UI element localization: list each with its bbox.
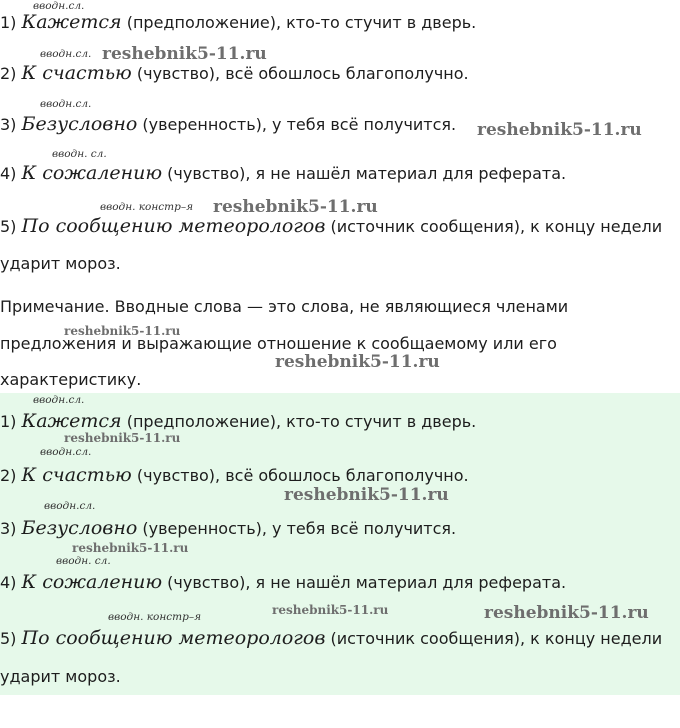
intro-word: К счастью — [21, 464, 132, 486]
watermark: reshebnik5-11.ru — [64, 431, 181, 445]
watermark: reshebnik5-11.ru — [72, 541, 189, 555]
sentence-rest: (источник сообщения), к концу недели — [325, 629, 663, 648]
intro-word: К счастью — [21, 62, 132, 84]
sentence-p2-5 — [0, 628, 662, 649]
remark-line-2: предложения и выражающие отношение к сообщаемому или его — [0, 334, 557, 353]
note-p2-4: вводн. сл. — [56, 555, 111, 567]
note-p1-3: вводн.сл. — [40, 98, 92, 110]
intro-construction: По сообщению метеорологов — [21, 627, 326, 649]
item-number: 2) — [0, 64, 17, 83]
remark-line-1: Примечание. Вводные слова — это слова, не являющиеся членами — [0, 297, 569, 316]
sentence-p1-1 — [0, 12, 476, 33]
sentence-p1-5-cont: ударит мороз. — [0, 254, 121, 273]
intro-word: К сожалению — [21, 571, 163, 593]
item-number: 1) — [0, 13, 17, 32]
watermark: reshebnik5-11.ru — [64, 324, 181, 338]
note-p2-5: вводн. констр–я — [108, 611, 202, 623]
watermark: reshebnik5-11.ru — [484, 603, 649, 623]
item-number: 5) — [0, 217, 17, 236]
note-p1-2: вводн.сл. — [40, 48, 92, 60]
sentence-rest: (чувство), всё обошлось благополучно. — [131, 64, 469, 83]
note-p1-5: вводн. констр–я — [100, 201, 194, 213]
note-p1-1: вводн.сл. — [33, 0, 85, 12]
intro-word: Кажется — [21, 410, 122, 432]
note-p2-1: вводн.сл. — [33, 394, 85, 406]
sentence-p1-2 — [0, 63, 469, 84]
sentence-rest: (уверенность), у тебя всё получится. — [137, 115, 457, 134]
note-p2-2: вводн.сл. — [40, 446, 92, 458]
remark-line-3: характеристику. — [0, 370, 142, 389]
sentence-rest: (предположение), кто-то стучит в дверь. — [121, 412, 477, 431]
intro-word: Безусловно — [21, 517, 138, 539]
sentence-p2-2 — [0, 465, 469, 486]
watermark: reshebnik5-11.ru — [213, 197, 378, 217]
intro-word: Безусловно — [21, 113, 138, 135]
intro-construction: По сообщению метеорологов — [21, 215, 326, 237]
watermark: reshebnik5-11.ru — [477, 120, 642, 140]
sentence-rest: (чувство), всё обошлось благополучно. — [131, 466, 469, 485]
sentence-p2-1 — [0, 411, 476, 432]
watermark: reshebnik5-11.ru — [102, 44, 267, 64]
item-number: 2) — [0, 466, 17, 485]
watermark: reshebnik5-11.ru — [275, 352, 440, 372]
sentence-p1-4 — [0, 163, 566, 184]
sentence-p2-3 — [0, 518, 456, 539]
watermark: reshebnik5-11.ru — [284, 485, 449, 505]
note-p1-4: вводн. сл. — [52, 148, 107, 160]
item-number: 1) — [0, 412, 17, 431]
sentence-rest: (источник сообщения), к концу недели — [325, 217, 663, 236]
sentence-p1-3 — [0, 114, 456, 135]
item-number: 4) — [0, 164, 17, 183]
sentence-p1-5 — [0, 216, 662, 237]
intro-word: Кажется — [21, 11, 122, 33]
sentence-p2-5-cont: ударит мороз. — [0, 667, 121, 686]
item-number: 5) — [0, 629, 17, 648]
item-number: 4) — [0, 573, 17, 592]
intro-word: К сожалению — [21, 162, 163, 184]
item-number: 3) — [0, 519, 17, 538]
item-number: 3) — [0, 115, 17, 134]
sentence-rest: (чувство), я не нашёл материал для реферата. — [162, 164, 567, 183]
sentence-rest: (уверенность), у тебя всё получится. — [137, 519, 457, 538]
watermark: reshebnik5-11.ru — [272, 603, 389, 617]
note-p2-3: вводн.сл. — [44, 500, 96, 512]
sentence-p2-4 — [0, 572, 566, 593]
sentence-rest: (чувство), я не нашёл материал для реферата. — [162, 573, 567, 592]
sentence-rest: (предположение), кто-то стучит в дверь. — [121, 13, 477, 32]
